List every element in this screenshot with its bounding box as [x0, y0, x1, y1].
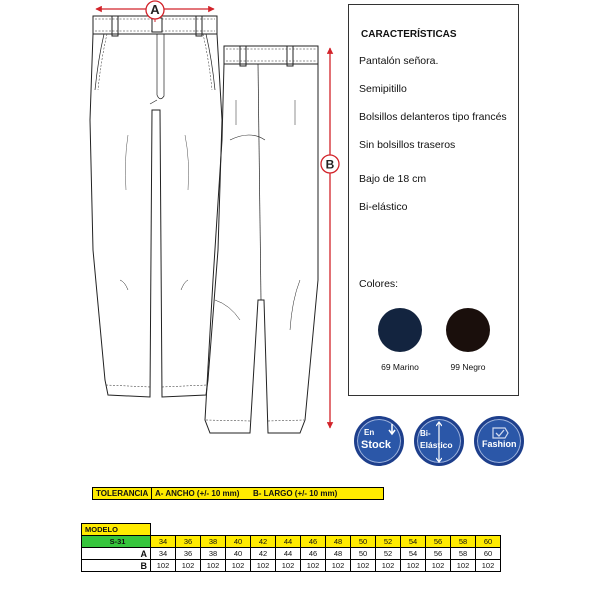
spec-item: Pantalón señora.: [359, 55, 439, 67]
size-value-cell: 60: [476, 548, 501, 560]
model-code: S-31: [82, 536, 151, 548]
size-value-cell: 102: [451, 560, 476, 572]
size-value-cell: 34: [151, 548, 176, 560]
size-table: [81, 523, 501, 572]
size-header-cell: 48: [326, 536, 351, 548]
color-swatch-negro: [446, 308, 490, 352]
spec-item: Bajo de 18 cm: [359, 173, 427, 185]
size-header-cell: 36: [176, 536, 201, 548]
size-value-cell: 102: [226, 560, 251, 572]
measure-b: [321, 48, 339, 428]
tolerance-a: A- ANCHO (+/- 10 mm): [155, 489, 240, 498]
tolerance-b: B- LARGO (+/- 10 mm): [253, 489, 338, 498]
characteristics-title: CARACTERÍSTICAS: [361, 29, 457, 40]
spec-item: Semipitillo: [359, 83, 407, 95]
size-header-cell: 44: [276, 536, 301, 548]
size-header-cell: 54: [401, 536, 426, 548]
size-value-cell: 102: [476, 560, 501, 572]
size-header-cell: 56: [426, 536, 451, 548]
size-value-cell: 102: [151, 560, 176, 572]
color-swatch-marino: [378, 308, 422, 352]
size-value-cell: 102: [251, 560, 276, 572]
front-view: [90, 16, 222, 397]
size-value-cell: 56: [426, 548, 451, 560]
colors-label: Colores:: [359, 278, 399, 290]
spec-item: Sin bolsillos traseros: [359, 139, 456, 151]
spec-item: Bi-elástico: [359, 201, 408, 213]
characteristics-panel: [348, 4, 519, 396]
back-view: [205, 46, 318, 433]
size-value-cell: 102: [376, 560, 401, 572]
size-value-cell: 102: [276, 560, 301, 572]
size-header-cell: 60: [476, 536, 501, 548]
size-header-cell: 46: [301, 536, 326, 548]
size-header-cell: 50: [351, 536, 376, 548]
spec-item: Bolsillos delanteros tipo francés: [359, 111, 507, 123]
measure-b-label: B: [325, 157, 335, 172]
size-value-cell: 102: [426, 560, 451, 572]
badge-line1: Bi-: [420, 429, 431, 438]
size-value-cell: 46: [301, 548, 326, 560]
measure-a-label: A: [150, 2, 160, 17]
row-label-a: A: [82, 548, 151, 560]
size-value-cell: 102: [351, 560, 376, 572]
size-value-cell: 40: [226, 548, 251, 560]
size-value-cell: 58: [451, 548, 476, 560]
size-value-cell: 102: [301, 560, 326, 572]
size-header-cell: 38: [201, 536, 226, 548]
size-value-cell: 44: [276, 548, 301, 560]
size-header-cell: 52: [376, 536, 401, 548]
size-value-cell: 38: [201, 548, 226, 560]
size-value-cell: 48: [326, 548, 351, 560]
size-value-cell: 102: [201, 560, 226, 572]
size-value-cell: 52: [376, 548, 401, 560]
size-header-cell: 42: [251, 536, 276, 548]
model-label: MODELO: [82, 524, 151, 536]
badge-line2: Fashion: [482, 439, 517, 449]
size-value-cell: 50: [351, 548, 376, 560]
size-value-cell: 54: [401, 548, 426, 560]
trousers-technical-drawing: [0, 0, 345, 450]
size-value-cell: 102: [176, 560, 201, 572]
size-value-cell: 102: [401, 560, 426, 572]
color-label-negro: 99 Negro: [450, 362, 486, 372]
tolerance-label: TOLERANCIA: [96, 489, 149, 498]
fashion-badge: [474, 416, 524, 466]
size-header-cell: 40: [226, 536, 251, 548]
badge-line1: En: [364, 428, 375, 437]
size-header-cell: 58: [451, 536, 476, 548]
size-value-cell: 102: [326, 560, 351, 572]
tolerance-bar: [92, 487, 384, 500]
bi-elastico-badge: [414, 416, 464, 466]
row-label-b: B: [82, 560, 151, 572]
en-stock-badge: [354, 416, 404, 466]
size-value-cell: 36: [176, 548, 201, 560]
down-arrow-icon: [387, 424, 397, 436]
size-header-cell: 34: [151, 536, 176, 548]
badge-line2: Elástico: [420, 440, 453, 450]
badge-line2: Stock: [361, 439, 391, 451]
color-label-marino: 69 Marino: [381, 362, 419, 372]
size-value-cell: 42: [251, 548, 276, 560]
